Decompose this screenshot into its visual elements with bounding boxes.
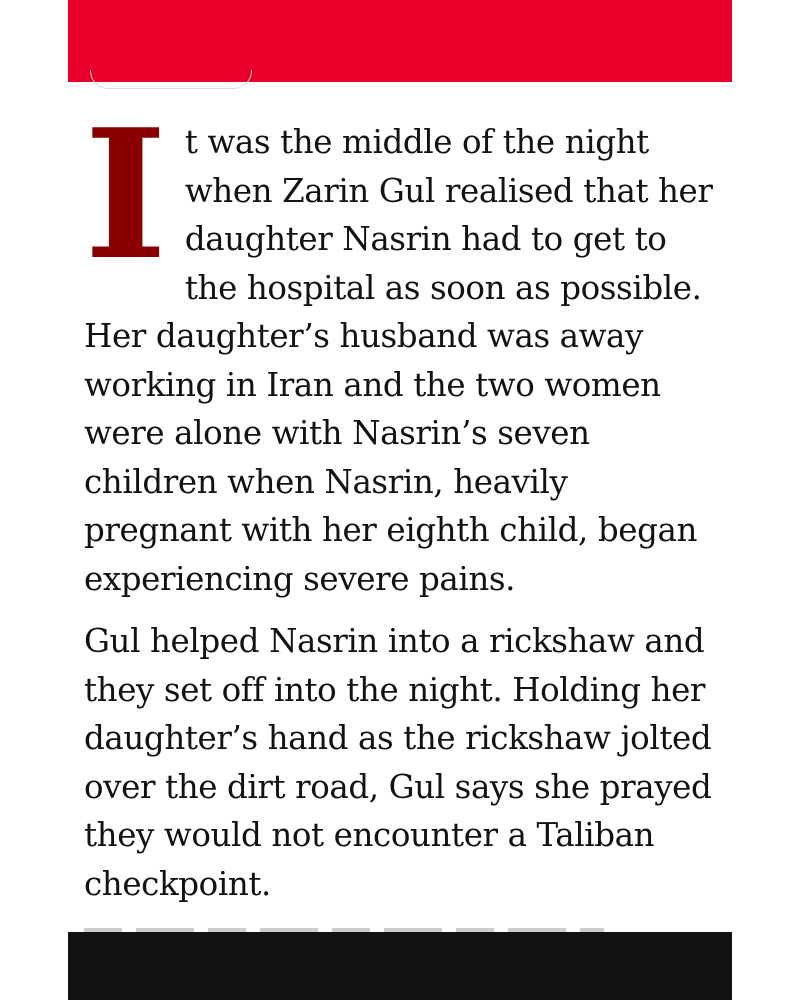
cut-off-text-line	[84, 923, 604, 932]
article-paragraph-2: Gul helped Nasrin into a rickshaw and they set off into the night. Holding her daughter’s hand as the rickshaw jolted over the dirt road, Gul says she prayed they would not encounter a Taliban checkpoint.	[84, 622, 712, 903]
article-body	[84, 90, 724, 922]
partially-hidden-button-outline	[90, 70, 252, 89]
article-paragraph-1	[84, 90, 724, 603]
bottom-dark-bar	[68, 932, 732, 1000]
paragraph-1-text: t was the middle of the night when Zarin Gul realised that her daughter Nasrin had to get to the hospital as soon as possible. Her daughter’s husband was away working in Iran and the two women were alone with Nasrin’s seven children when Nasrin, heavily pregnant with her eighth child, began experiencing severe pains.	[84, 123, 713, 598]
drop-cap: I	[84, 90, 167, 299]
